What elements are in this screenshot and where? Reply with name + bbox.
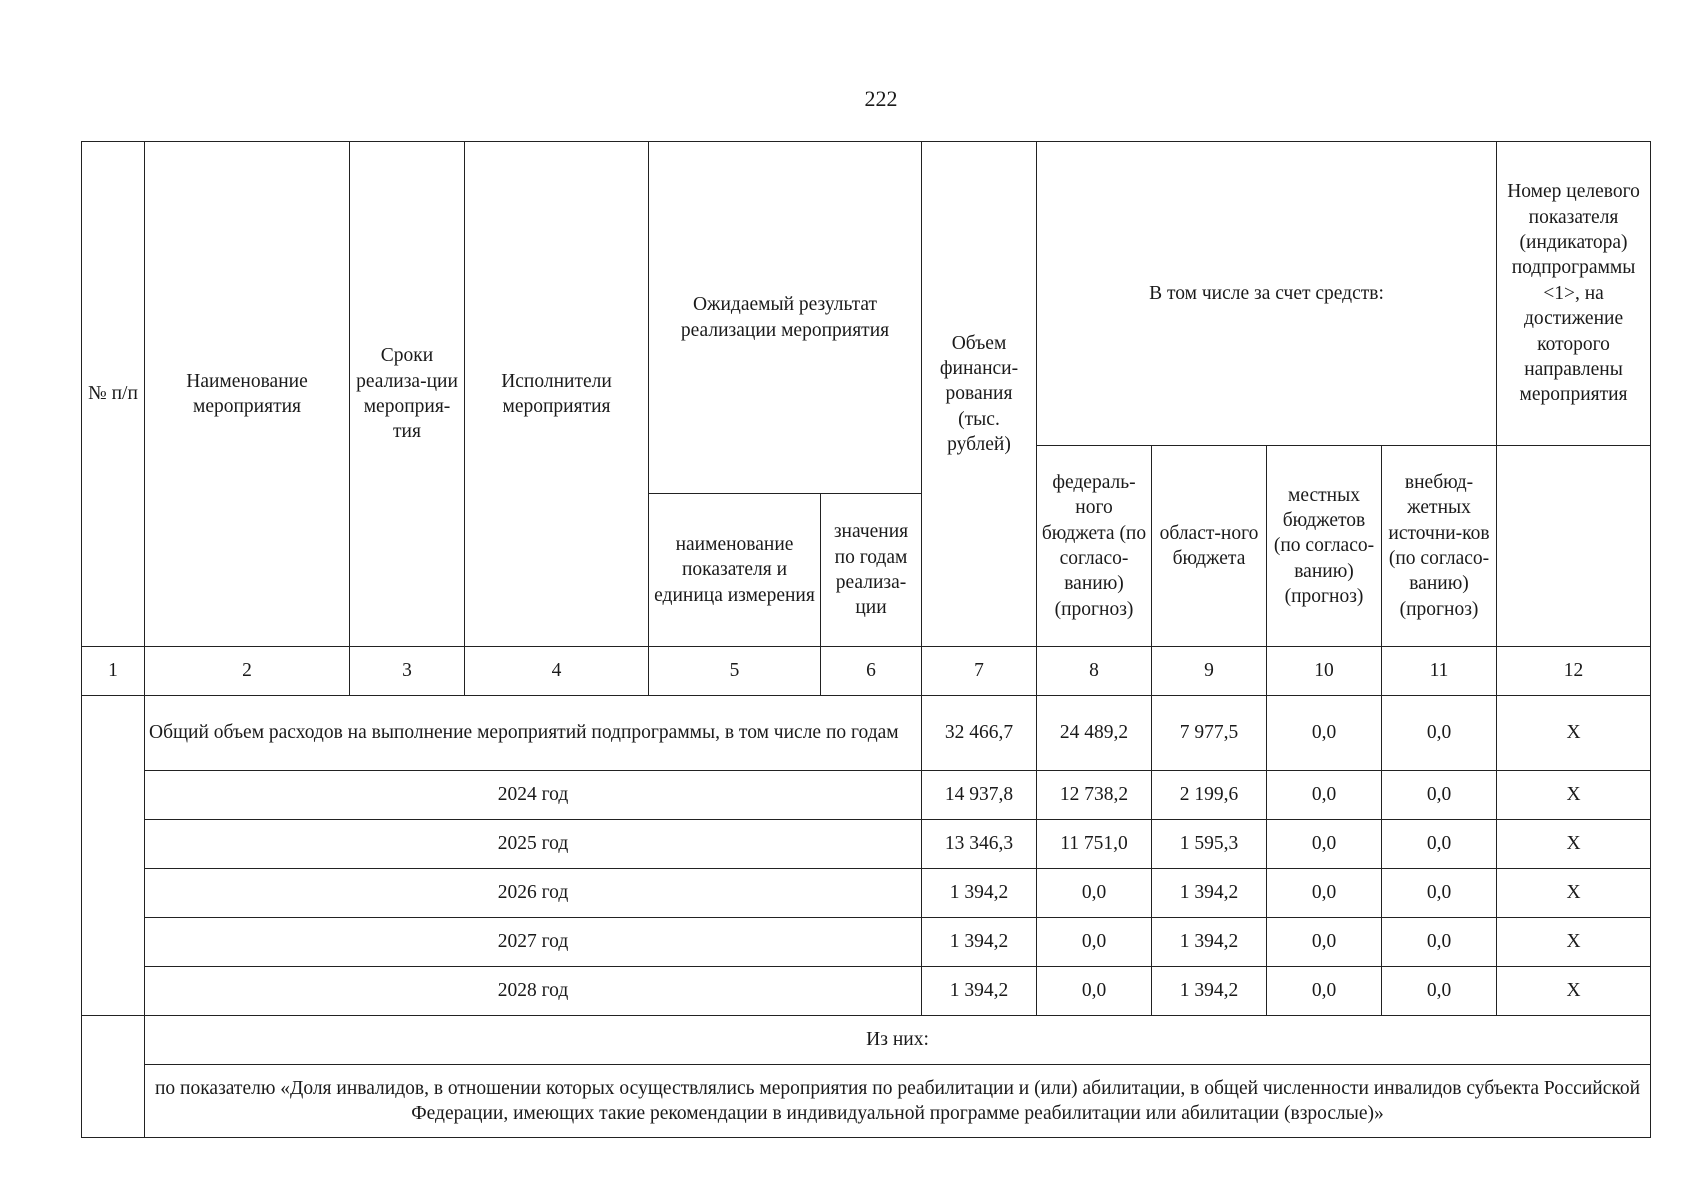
column-number: 4: [465, 647, 649, 696]
total-local: 0,0: [1267, 696, 1382, 771]
column-number: 1: [82, 647, 145, 696]
year-federal: 0,0: [1037, 869, 1152, 918]
total-indicator: X: [1497, 696, 1651, 771]
header-col-activity-name: Наименование мероприятия: [145, 142, 350, 647]
year-regional: 1 394,2: [1152, 869, 1267, 918]
column-number: 6: [821, 647, 922, 696]
year-label: 2026 год: [145, 869, 922, 918]
header-col-number: № п/п: [82, 142, 145, 647]
year-indicator: X: [1497, 918, 1651, 967]
header-col-funding-volume: Объем финанси-рования (тыс. рублей): [922, 142, 1037, 647]
column-numbers-row: [82, 647, 1651, 696]
year-label: 2024 год: [145, 771, 922, 820]
year-regional: 2 199,6: [1152, 771, 1267, 820]
year-local: 0,0: [1267, 967, 1382, 1016]
year-regional: 1 595,3: [1152, 820, 1267, 869]
year-local: 0,0: [1267, 771, 1382, 820]
of-them-label: Из них:: [145, 1016, 1651, 1065]
total-federal: 24 489,2: [1037, 696, 1152, 771]
number-cell-empty: [82, 1016, 145, 1138]
table-row: [82, 820, 1651, 869]
year-label: 2025 год: [145, 820, 922, 869]
year-federal: 0,0: [1037, 918, 1152, 967]
year-indicator: X: [1497, 967, 1651, 1016]
year-extrabudget: 0,0: [1382, 869, 1497, 918]
total-extrabudget: 0,0: [1382, 696, 1497, 771]
table-row: [82, 869, 1651, 918]
header-expected-result-group: Ожидаемый результат реализации мероприятия: [649, 142, 922, 494]
column-number: 2: [145, 647, 350, 696]
header-col-extrabudget: внебюд-жетных источни-ков (по согласо-ванию) (прогноз): [1382, 446, 1497, 647]
year-extrabudget: 0,0: [1382, 771, 1497, 820]
header-col-indicator-number: Номер целевого показателя (индикатора) подпрограммы <1>, на достижение которого направлены мероприятия: [1497, 142, 1651, 446]
page-number: 222: [864, 86, 898, 111]
year-indicator: X: [1497, 771, 1651, 820]
total-regional: 7 977,5: [1152, 696, 1267, 771]
header-col-executors: Исполнители мероприятия: [465, 142, 649, 647]
column-number: 3: [350, 647, 465, 696]
year-local: 0,0: [1267, 820, 1382, 869]
header-row-top: [82, 142, 1651, 446]
total-label: Общий объем расходов на выполнение мероприятий подпрограммы, в том числе по годам: [145, 696, 922, 771]
year-local: 0,0: [1267, 869, 1382, 918]
year-volume: 14 937,8: [922, 771, 1037, 820]
column-number: 11: [1382, 647, 1497, 696]
year-label: 2027 год: [145, 918, 922, 967]
program-activities-table: [81, 141, 1651, 1138]
total-volume: 32 466,7: [922, 696, 1037, 771]
year-federal: 12 738,2: [1037, 771, 1152, 820]
year-volume: 1 394,2: [922, 869, 1037, 918]
year-federal: 11 751,0: [1037, 820, 1152, 869]
year-regional: 1 394,2: [1152, 918, 1267, 967]
table-row: [82, 918, 1651, 967]
column-number: 5: [649, 647, 821, 696]
year-extrabudget: 0,0: [1382, 967, 1497, 1016]
year-volume: 1 394,2: [922, 967, 1037, 1016]
year-volume: 13 346,3: [922, 820, 1037, 869]
year-extrabudget: 0,0: [1382, 820, 1497, 869]
year-federal: 0,0: [1037, 967, 1152, 1016]
year-indicator: X: [1497, 820, 1651, 869]
year-local: 0,0: [1267, 918, 1382, 967]
header-col-federal: федераль-ного бюджета (по согласо-ванию) (прогноз): [1037, 446, 1152, 647]
year-indicator: X: [1497, 869, 1651, 918]
of-them-row: [82, 1016, 1651, 1065]
table-row: [82, 771, 1651, 820]
header-col-local: местных бюджетов (по согласо-ванию) (прогноз): [1267, 446, 1382, 647]
header-col-terms: Сроки реализа-ции мероприя-тия: [350, 142, 465, 647]
number-cell-empty: [82, 696, 145, 1016]
year-label: 2028 год: [145, 967, 922, 1016]
indicator-row: [82, 1065, 1651, 1138]
year-regional: 1 394,2: [1152, 967, 1267, 1016]
indicator-description: по показателю «Доля инвалидов, в отношении которых осуществлялись мероприятия по реабилитации и (или) абилитации, в общей численности инвалидов субъекта Российской Федерации, имеющих такие рекомендации в индивидуальной программе реабилитации или абилитации (взрослые)»: [145, 1065, 1651, 1138]
header-col-regional: област-ного бюджета: [1152, 446, 1267, 647]
column-number: 10: [1267, 647, 1382, 696]
header-col-indicator-blank: [1497, 446, 1651, 647]
column-number: 8: [1037, 647, 1152, 696]
total-row: [82, 696, 1651, 771]
column-number: 9: [1152, 647, 1267, 696]
column-number: 7: [922, 647, 1037, 696]
year-extrabudget: 0,0: [1382, 918, 1497, 967]
header-col-indicator-name: наименование показателя и единица измерения: [649, 494, 821, 647]
column-number: 12: [1497, 647, 1651, 696]
header-col-values-by-year: значения по годам реализа-ции: [821, 494, 922, 647]
header-funding-sources-group: В том числе за счет средств:: [1037, 142, 1497, 446]
table-row: [82, 967, 1651, 1016]
year-volume: 1 394,2: [922, 918, 1037, 967]
